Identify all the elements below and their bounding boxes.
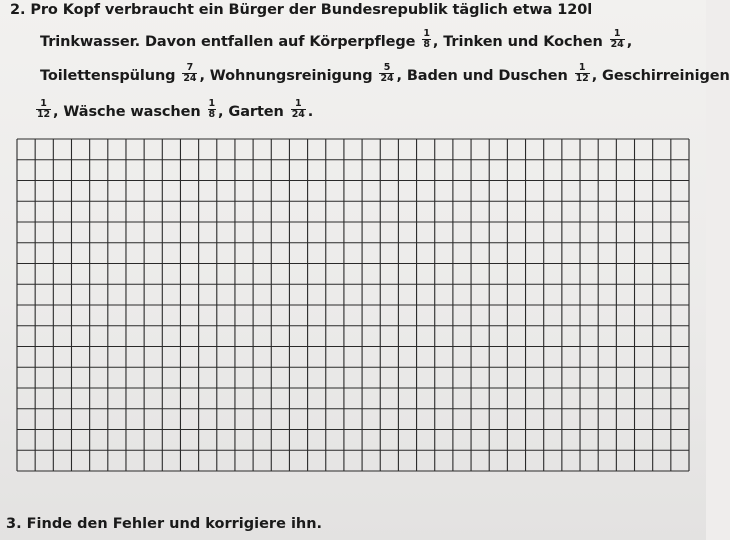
comma: , — [626, 34, 633, 50]
denominator: 24 — [380, 72, 394, 84]
text-waesche-waschen: , Wäsche waschen — [53, 104, 201, 120]
fraction-waesche — [208, 99, 217, 120]
fraction-koerperpflege — [422, 29, 431, 50]
task2-line1: 2. Pro Kopf verbraucht ein Bürger der Bundesrepublik täglich etwa 120l — [10, 2, 593, 18]
denominator: 24 — [610, 38, 624, 50]
denominator: 24 — [291, 108, 305, 120]
denominator: 8 — [208, 108, 216, 120]
numerator: 1 — [578, 61, 586, 73]
grid-lines — [16, 138, 690, 472]
fraction-garten — [291, 99, 306, 120]
numerator: 1 — [613, 27, 621, 39]
task2-line4 — [34, 97, 314, 120]
text-trinken-kochen: , Trinken und Kochen — [432, 34, 603, 50]
numerator: 1 — [208, 97, 216, 109]
numerator: 5 — [383, 61, 391, 73]
denominator: 8 — [423, 38, 430, 50]
fraction-geschirr — [36, 99, 51, 120]
task2-line3 — [40, 61, 730, 84]
denominator: 12 — [575, 72, 589, 84]
fraction-wohnung — [379, 63, 394, 84]
text-geschirreinigen: , Geschirreinigen — [591, 68, 730, 84]
text-toilettenspuelung: Toilettenspülung — [40, 68, 176, 84]
numerator: 7 — [186, 61, 194, 73]
squared-grid — [16, 138, 690, 472]
period: . — [307, 104, 314, 120]
numerator: 1 — [294, 97, 302, 109]
task2-line2 — [40, 27, 633, 50]
text-baden-duschen: , Baden und Duschen — [396, 68, 568, 84]
fraction-toilette — [182, 63, 197, 84]
denominator: 12 — [37, 108, 51, 120]
task3-heading: 3. Finde den Fehler und korrigiere ihn. — [6, 516, 323, 532]
text-garten: , Garten — [218, 104, 284, 120]
text-wohnungsreinigung: , Wohnungsreinigung — [199, 68, 373, 84]
numerator: 1 — [423, 27, 430, 39]
denominator: 24 — [183, 72, 197, 84]
fraction-baden — [575, 63, 590, 84]
fraction-trinken-kochen — [610, 29, 625, 50]
text-trinkwasser: Trinkwasser. Davon entfallen auf Körperpflege — [40, 34, 416, 50]
numerator: 1 — [40, 97, 47, 109]
